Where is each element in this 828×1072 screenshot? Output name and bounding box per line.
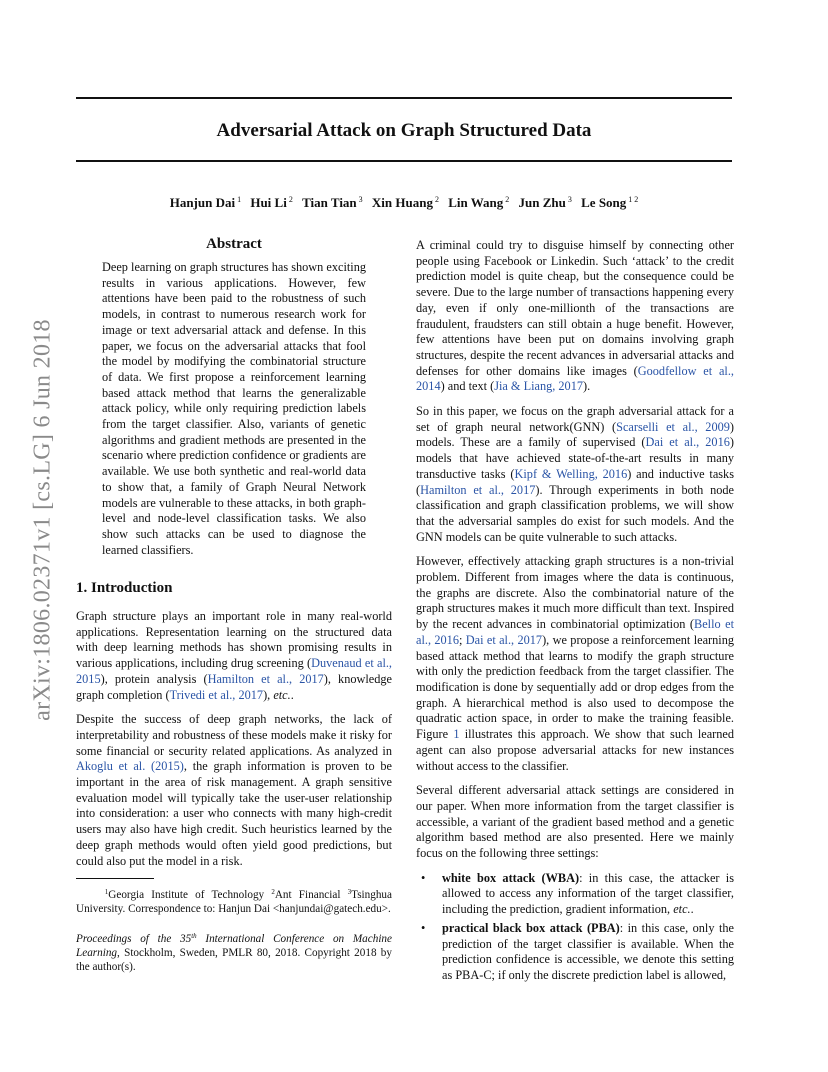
author: Jun Zhu $^3$ <box>518 195 572 210</box>
citation-link[interactable]: Hamilton et al., 2017 <box>420 482 536 497</box>
figure-reference-link[interactable]: 1 <box>453 727 460 742</box>
list-item: • white box attack (WBA): in this case, the attacker is allowed to access any information of the target classifier, including the prediction, gradient information, etc.. <box>421 870 734 917</box>
proceedings-note: Proceedings of the 35th International Conference on Machine Learning, Stockholm, Sweden, PMLR 80, 2018. Copyright 2018 by the author(s). <box>76 932 392 974</box>
citation-link[interactable]: Akoglu et al. (2015) <box>76 759 184 774</box>
paper-title: Adversarial Attack on Graph Structured Data <box>216 120 592 141</box>
bullet-icon: • <box>421 870 426 885</box>
author-list <box>76 191 732 212</box>
intro-paragraph-2: Despite the success of deep graph networks, the lack of interpretability and robustness of these models make it risky for some financial or security related applications. As analyzed in Akoglu et al. (2015), the graph information is proven to be important in the area of risk management. A graph sensitive evaluation model will typically take the user-user relationship into consideration: a user who connects with many high-credit users may also have high credit. Such heuristics learned by the deep graph methods would often yield good predictions, but could also put the model in a risk. <box>76 712 392 868</box>
citation-link[interactable]: Bello et al., 2016 <box>416 617 735 647</box>
bullet-icon: • <box>421 920 426 935</box>
right-paragraph-3: However, effectively attacking graph structures is a non-trivial problem. Different from images where the data is continuous, the graphs are discrete. Also the combinatorial nature of the graph structures makes it much more difficult than text. Inspired by the recent advances in combinatorial optimization (Bello et al., 2016; Dai et al., 2017), we propose a reinforcement learning based attack method that learns to modify the graph structure with only the prediction feedback from the target classifier. The modification is done by sequentially add or drop edges from the graph. A hierarchical method is also used to decompose the quadratic action space, in order to make the training feasible. Figure 1 illustrates this approach. We show that such learned agent can also propose adversarial attacks for new instances without access to the classifier. <box>416 554 735 773</box>
section-heading-introduction: 1. Introduction <box>76 580 173 596</box>
right-paragraph-2: So in this paper, we focus on the graph adversarial attack for a set of graph neural network(GNN) (Scarselli et al., 2009) models. These are a family of supervised (Dai et al., 2016) models that have achieved state-of-the-art results in many transductive tasks (Kipf & Welling, 2016) and inductive tasks (Hamilton et al., 2017). Through experiments in both node classification and graph classification problems, we will show that the adversarial samples do exist for such models. And the GNN models can be quite vulnerable to such attacks. <box>416 404 735 544</box>
left-column <box>76 580 392 974</box>
citation-link[interactable]: Duvenaud et al., 2015 <box>76 656 393 686</box>
citation-link[interactable]: Goodfellow et al., 2014 <box>416 363 734 394</box>
arxiv-identifier: arXiv:1806.02371v1 [cs.LG] 6 Jun 2018 <box>29 319 56 721</box>
right-paragraph-1: A criminal could try to disguise himself by connecting other people using Facebook or Linkedin. Such ‘attack’ to the credit prediction model is quite cheap, but the consequence could be severe. Due to the large number of transactions happening every day, even if only one-millionth of the transactions are fraudulent, fraudsters can still obtain a huge benefit. However, few attentions have been put on domains involving graph structures, despite the recent advances in adversarial attacks and defenses for other domains like images (Goodfellow et al., 2014) and text (Jia & Liang, 2017). <box>416 238 734 394</box>
citation-link[interactable]: Jia & Liang, 2017 <box>494 379 584 394</box>
attack-settings-list <box>416 871 734 984</box>
author: Hanjun Dai $^1$ <box>169 195 242 210</box>
citation-link[interactable]: Kipf & Welling, 2016 <box>514 466 628 481</box>
author: Le Song $^{1 2}$ <box>581 195 639 210</box>
title-top-rule <box>76 97 732 99</box>
list-item: • practical black box attack (PBA): in this case, only the prediction of the target classifier is available. When the prediction confidence is accessible, we denote this setting as PBA-C; if only the discrete prediction label is allowed, <box>421 920 734 982</box>
citation-link[interactable]: Scarselli et al., 2009 <box>616 419 730 434</box>
abstract-heading: Abstract <box>206 236 262 252</box>
right-paragraph-4: Several different adversarial attack settings are considered in our paper. When more information from the target classifier is accessible, a variant of the gradient based method and a genetic algorithm based method are also presented. Here we mainly focus on the following three settings: <box>416 783 734 861</box>
author: Xin Huang $^2$ <box>371 195 439 210</box>
abstract-text: Deep learning on graph structures has shown exciting results in various applications. However, few attentions have been paid to the robustness of such models, in contrast to numerous research work for image or text adversarial attack and defense. In this paper, we focus on the adversarial attacks that fool the model by modifying the combinatorial structure of data. We first propose a reinforcement learning based attack method that learns the generalizable attack policy, while only requiring prediction labels from the target classifier. Also, variants of genetic algorithms and gradient methods are presented in the scenario where prediction confidence or gradients are available. We use both synthetic and real-world data to show that, a family of Graph Neural Network models are vulnerable to these attacks, in both graph-level and node-level classification tasks. We also show such attacks can be used to diagnose the learned classifiers. <box>102 260 366 557</box>
footnote-rule <box>76 878 154 879</box>
author: Hui Li $^2$ <box>250 195 293 210</box>
citation-link[interactable]: Dai et al., 2016 <box>645 435 730 450</box>
citation-link[interactable]: Hamilton et al., 2017 <box>207 671 324 686</box>
right-column <box>416 238 734 987</box>
citation-link[interactable]: Dai et al., 2017 <box>465 632 543 647</box>
affiliation-footnote: $^1$Georgia Institute of Technology $^2$Ant Financial $^3$Tsinghua University. Correspondence to: Hanjun Dai <hanjundai@gatech.edu>. <box>76 888 392 916</box>
author: Tian Tian $^3$ <box>302 195 363 210</box>
intro-paragraph-1: Graph structure plays an important role in many real-world applications. Representation learning on the structured data with deep learning methods has shown promising results in various applications, including drug screening (Duvenaud et al., 2015), protein analysis (Hamilton et al., 2017), knowledge graph completion (Trivedi et al., 2017), etc.. <box>76 609 393 702</box>
title-bottom-rule <box>76 160 732 162</box>
author: Lin Wang $^2$ <box>448 195 510 210</box>
citation-link[interactable]: Trivedi et al., 2017 <box>169 687 264 702</box>
